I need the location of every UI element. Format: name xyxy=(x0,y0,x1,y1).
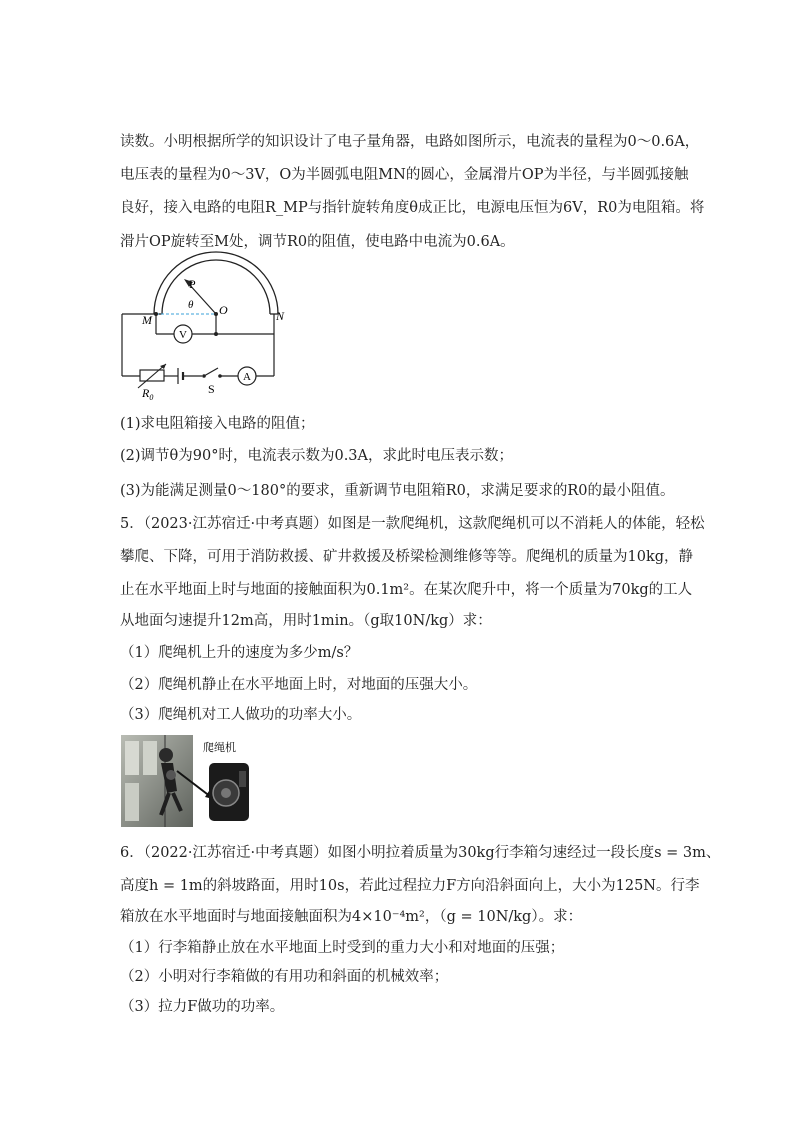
label-r0: $R_0$ xyxy=(142,386,154,400)
q5-line-4: 从地面匀速提升12m高，用时1min。（g取10N/kg）求： xyxy=(120,613,492,629)
q5-sub-1: （1）爬绳机上升的速度为多少m/s？ xyxy=(120,645,359,661)
q5-sub-3: （3）爬绳机对工人做功的功率大小。 xyxy=(120,707,362,723)
arc-resistor-outer xyxy=(154,252,278,314)
q4-sub-2: (2)调节θ为90°时，电流表示数为0.3A，求此时电压表示数； xyxy=(120,448,513,464)
rope-climber-photo xyxy=(121,735,253,827)
q4-sub-3: (3)为能满足测量0～180°的要求，重新调节电阻箱R0，求满足要求的R0的最小阻值。 xyxy=(120,483,675,499)
q5-line-3: 止在水平地面上时与地面的接触面积为0.1m²。在某次爬升中，将一个质量为70kg的工人 xyxy=(120,582,693,598)
q4-sub-1: (1)求电阻箱接入电路的阻值； xyxy=(120,416,315,432)
q6-sub-1: （1）行李箱静止放在水平地面上时受到的重力大小和对地面的压强； xyxy=(120,940,565,956)
intro-line-3: 良好，接入电路的电阻R_MP与指针旋转角度θ成正比，电源电压恒为6V，R0为电阻箱。将 xyxy=(120,200,705,216)
label-v: V xyxy=(179,329,187,341)
switch-s xyxy=(204,368,218,376)
arc-resistor-inner xyxy=(162,260,270,314)
q6-line-2: 高度h = 1m的斜坡路面，用时10s，若此过程拉力F方向沿斜面向上，大小为125N。行李 xyxy=(120,878,700,894)
intro-line-1: 读数。小明根据所学的知识设计了电子量角器，电路如图所示，电流表的量程为0～0.6A， xyxy=(120,134,700,150)
circuit-diagram xyxy=(118,250,298,400)
label-theta: θ xyxy=(188,299,194,311)
label-n: N xyxy=(276,309,285,323)
intro-line-4: 滑片OP旋转至M处，调节R0的阻值，使电路中电流为0.6A。 xyxy=(120,234,515,250)
label-m: M xyxy=(142,313,152,327)
label-o: O xyxy=(219,303,228,317)
intro-line-2: 电压表的量程为0～3V，O为半圆弧电阻MN的圆心，金属滑片OP为半径，与半圆弧接触 xyxy=(120,167,689,183)
q5-line-2: 攀爬、下降，可用于消防救援、矿井救援及桥梁检测维修等等。爬绳机的质量为10kg，静 xyxy=(120,549,694,565)
label-a: A xyxy=(243,371,251,383)
label-s: S xyxy=(208,382,215,396)
photo-label: 爬绳机 xyxy=(203,741,236,754)
q5-line-1: 5．（2023·江苏宿迁·中考真题）如图是一款爬绳机，这款爬绳机可以不消耗人的体能，轻松 xyxy=(120,516,705,532)
q6-line-1: 6．（2022·江苏宿迁·中考真题）如图小明拉着质量为30kg行李箱匀速经过一段长度s = 3m、 xyxy=(120,845,721,861)
q6-line-3: 箱放在水平地面时与地面接触面积为4×10⁻⁴m²，（g = 10N/kg）。求： xyxy=(120,909,583,925)
q5-sub-2: （2）爬绳机静止在水平地面上时，对地面的压强大小。 xyxy=(120,677,478,693)
label-p: P xyxy=(189,277,196,291)
q6-sub-3: （3）拉力F做功的功率。 xyxy=(120,999,285,1015)
q6-sub-2: （2）小明对行李箱做的有用功和斜面的机械效率； xyxy=(120,969,449,985)
